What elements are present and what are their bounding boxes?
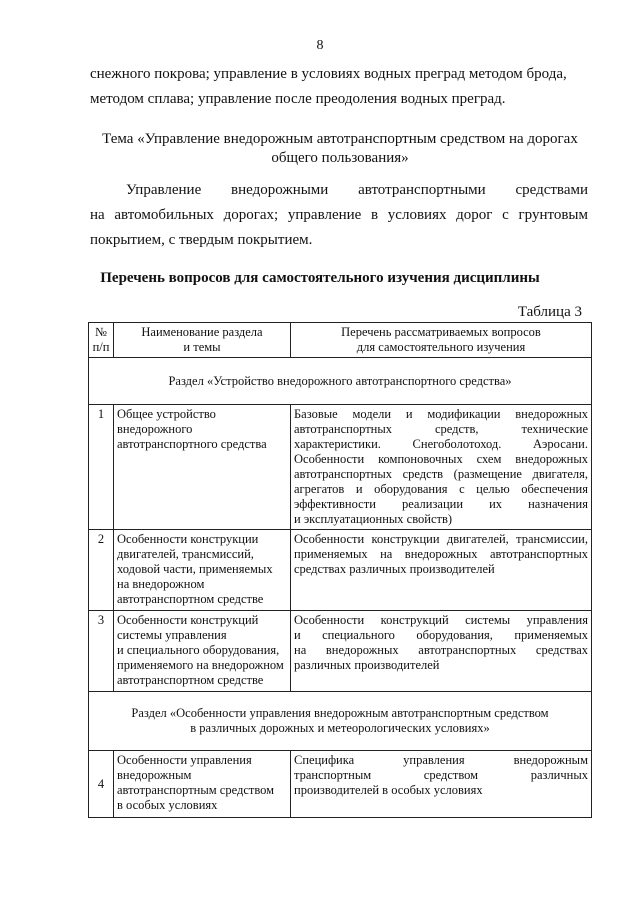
- table-row: [89, 405, 592, 530]
- paragraph-2: [90, 178, 588, 253]
- name-line: ходовой части, применяемых: [117, 562, 273, 576]
- row-questions: [291, 611, 592, 692]
- name-line: на внедорожном: [117, 577, 205, 591]
- name-line: автотранспортным средством: [117, 783, 275, 797]
- name-line: системы управления: [117, 628, 227, 642]
- question-line: Особенности конструкции двигателей, трансмиссии,: [294, 532, 588, 546]
- table-caption: Таблица 3: [517, 304, 582, 320]
- question-line: характеристики. Снегоболотоход. Аэросани.: [294, 437, 588, 451]
- header-text: Наименование раздела: [141, 325, 263, 339]
- name-line: автотранспортном средстве: [117, 673, 264, 687]
- table-header-row: [89, 323, 592, 358]
- table-section-row: [89, 692, 592, 751]
- text-line: Управление внедорожными автотранспортными средствами: [126, 182, 588, 198]
- section-text: в различных дорожных и метеорологических условиях»: [190, 721, 490, 735]
- row-name: [114, 405, 291, 530]
- question-line: применяемых на внедорожных автотранспортных: [294, 547, 588, 561]
- name-line: Особенности управления: [117, 753, 252, 767]
- question-line: Базовые модели и модификации внедорожных: [294, 407, 588, 421]
- topic-title: [80, 130, 600, 168]
- question-line: эффективности реализации их назначения: [294, 497, 588, 511]
- question-line: Особенности конструкций системы управления: [294, 613, 588, 627]
- question-line: агрегатов и оборудования с целью обеспечения: [294, 482, 588, 496]
- text-line: покрытием, с твердым покрытием.: [90, 232, 313, 248]
- table-row: [89, 530, 592, 611]
- header-num: [89, 323, 114, 358]
- name-line: автотранспортном средстве: [117, 592, 264, 606]
- text-line: методом сплава; управление после преодоления водных преград.: [90, 91, 506, 107]
- header-text: для самостоятельного изучения: [356, 340, 526, 354]
- question-line: на внедорожных автотранспортных средствах: [294, 643, 588, 657]
- section-text: Раздел «Устройство внедорожного автотранспортного средства»: [168, 373, 512, 388]
- name-line: внедорожным: [117, 768, 192, 782]
- table-row: [89, 611, 592, 692]
- paragraph-1: [90, 62, 588, 112]
- text-line: на автомобильных дорогах; управление в условиях дорог с грунтовым: [90, 207, 588, 223]
- question-line: автотранспортных средств (размещение двигателя,: [294, 467, 588, 481]
- name-line: внедорожного: [117, 422, 193, 436]
- section-text: Раздел «Особенности управления внедорожным автотранспортным средством: [131, 706, 549, 720]
- section-title: [89, 692, 592, 751]
- text-line: снежного покрова; управление в условиях водных преград методом брода,: [90, 66, 567, 82]
- row-num: 1: [89, 405, 114, 530]
- section-heading: Перечень вопросов для самостоятельного изучения дисциплины: [100, 270, 540, 286]
- header-text: и темы: [183, 340, 221, 354]
- question-line: транспортным средством различных: [294, 768, 588, 782]
- name-line: Особенности конструкций: [117, 613, 259, 627]
- text-line: общего пользования»: [271, 150, 409, 166]
- question-line: и специального оборудования, применяемых: [294, 628, 588, 642]
- question-line: автотранспортных средств, технические: [294, 422, 588, 436]
- text-line: Тема «Управление внедорожным автотранспортным средством на дорогах: [102, 131, 578, 147]
- name-line: применяемого на внедорожном: [117, 658, 284, 672]
- name-line: Общее устройство: [117, 407, 216, 421]
- name-line: и специального оборудования,: [117, 643, 280, 657]
- row-name: [114, 530, 291, 611]
- header-questions: [291, 323, 592, 358]
- section-title: [89, 358, 592, 405]
- name-line: автотранспортного средства: [117, 437, 267, 451]
- header-text: Перечень рассматриваемых вопросов: [341, 325, 541, 339]
- row-questions: [291, 405, 592, 530]
- row-num: 3: [89, 611, 114, 692]
- name-line: в особых условиях: [117, 798, 218, 812]
- table-row: [89, 751, 592, 818]
- row-name: [114, 751, 291, 818]
- question-line: и эксплуатационных свойств): [294, 512, 453, 526]
- row-questions: [291, 530, 592, 611]
- row-name: [114, 611, 291, 692]
- questions-table: [88, 322, 592, 818]
- row-num: 4: [89, 751, 114, 818]
- header-text: №: [95, 325, 107, 339]
- header-text: п/п: [92, 340, 110, 354]
- row-questions: [291, 751, 592, 818]
- name-line: Особенности конструкции: [117, 532, 259, 546]
- question-line: средствах различных производителей: [294, 562, 495, 576]
- question-line: различных производителей: [294, 658, 440, 672]
- page-number: 8: [316, 38, 324, 53]
- row-num: 2: [89, 530, 114, 611]
- question-line: Особенности компоновочных схем внедорожных: [294, 452, 588, 466]
- question-line: Специфика управления внедорожным: [294, 753, 588, 767]
- table-section-row: [89, 358, 592, 405]
- question-line: производителей в особых условиях: [294, 783, 483, 797]
- header-name: [114, 323, 291, 358]
- name-line: двигателей, трансмиссий,: [117, 547, 254, 561]
